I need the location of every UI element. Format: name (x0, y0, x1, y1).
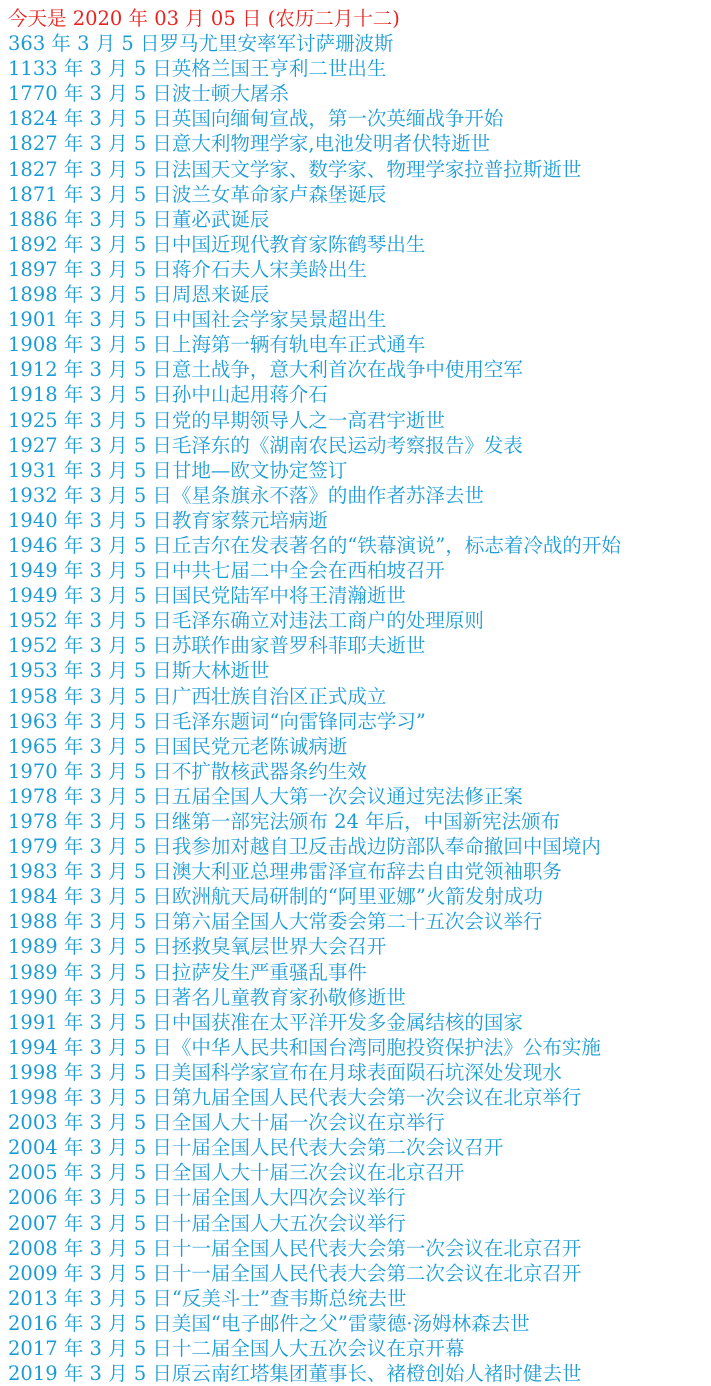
event-line: 1824 年 3 月 5 日英国向缅甸宣战，第一次英缅战争开始 (8, 107, 504, 131)
event-line: 2009 年 3 月 5 日十一届全国人民代表大会第二次会议在北京召开 (8, 1261, 582, 1285)
event-line: 2004 年 3 月 5 日十届全国人民代表大会第二次会议召开 (8, 1136, 504, 1160)
event-line: 1770 年 3 月 5 日波士顿大屠杀 (8, 82, 289, 106)
event-line: 1988 年 3 月 5 日第六届全国人大常委会第二十五次会议举行 (8, 910, 543, 934)
event-line: 1897 年 3 月 5 日蒋介石夫人宋美龄出生 (8, 257, 367, 281)
event-line: 1983 年 3 月 5 日澳大利亚总理弗雷泽宣布辞去自由党领袖职务 (8, 860, 562, 884)
event-line: 1912 年 3 月 5 日意土战争，意大利首次在战争中使用空军 (8, 358, 523, 382)
event-line: 1978 年 3 月 5 日继第一部宪法颁布 24 年后，中国新宪法颁布 (8, 810, 561, 833)
event-line: 1133 年 3 月 5 日英格兰国王亨利二世出生 (8, 57, 387, 81)
event-line: 1990 年 3 月 5 日著名儿童教育家孙敬修逝世 (8, 985, 406, 1009)
event-line: 1952 年 3 月 5 日毛泽东确立对违法工商户的处理原则 (8, 609, 484, 633)
event-line: 1949 年 3 月 5 日国民党陆军中将王清瀚逝世 (8, 584, 406, 608)
event-line: 1998 年 3 月 5 日第九届全国人民代表大会第一次会议在北京举行 (8, 1086, 582, 1110)
event-line: 1979 年 3 月 5 日我参加对越自卫反击战边防部队奉命撤回中国境内 (8, 835, 601, 859)
event-line: 1871 年 3 月 5 日波兰女革命家卢森堡诞辰 (8, 182, 387, 206)
event-line: 1925 年 3 月 5 日党的早期领导人之一高君宇逝世 (8, 408, 445, 432)
event-line: 1970 年 3 月 5 日不扩散核武器条约生效 (8, 759, 367, 783)
event-line: 1940 年 3 月 5 日教育家蔡元培病逝 (8, 508, 328, 532)
event-line: 2003 年 3 月 5 日全国人大十届一次会议在京举行 (8, 1111, 445, 1135)
event-line: 1927 年 3 月 5 日毛泽东的《湖南农民运动考察报告》发表 (8, 433, 523, 457)
event-line: 1898 年 3 月 5 日周恩来诞辰 (8, 283, 270, 307)
event-line: 1998 年 3 月 5 日美国科学家宣布在月球表面陨石坑深处发现水 (8, 1060, 562, 1084)
event-line: 1901 年 3 月 5 日中国社会学家吴景超出生 (8, 308, 387, 332)
event-line: 2016 年 3 月 5 日美国“电子邮件之父”雷蒙德·汤姆林森去世 (8, 1311, 530, 1335)
event-line: 1958 年 3 月 5 日广西壮族自治区正式成立 (8, 684, 387, 708)
event-line: 1931 年 3 月 5 日甘地—欧文协定签订 (8, 458, 348, 482)
event-line: 363 年 3 月 5 日罗马尤里安率军讨萨珊波斯 (8, 32, 394, 56)
event-line: 2006 年 3 月 5 日十届全国人大四次会议举行 (8, 1186, 406, 1210)
event-line: 1991 年 3 月 5 日中国获准在太平洋开发多金属结核的国家 (8, 1010, 523, 1034)
event-line: 1989 年 3 月 5 日拉萨发生严重骚乱事件 (8, 960, 367, 984)
event-line: 1946 年 3 月 5 日丘吉尔在发表著名的“铁幕演说”，标志着冷战的开始 (8, 533, 621, 557)
event-line: 1989 年 3 月 5 日拯救臭氧层世界大会召开 (8, 935, 387, 959)
event-line: 1965 年 3 月 5 日国民党元老陈诚病逝 (8, 734, 348, 758)
history-today-page (8, 6, 708, 1386)
event-line: 1827 年 3 月 5 日法国天文学家、数学家、物理学家拉普拉斯逝世 (8, 157, 582, 181)
event-line: 1918 年 3 月 5 日孙中山起用蒋介石 (8, 383, 328, 407)
event-line: 1908 年 3 月 5 日上海第一辆有轨电车正式通车 (8, 333, 426, 357)
event-line: 1827 年 3 月 5 日意大利物理学家,电池发明者伏特逝世 (8, 132, 491, 156)
event-line: 2013 年 3 月 5 日“反美斗士”查韦斯总统去世 (8, 1286, 407, 1310)
event-line: 1892 年 3 月 5 日中国近现代教育家陈鹤琴出生 (8, 232, 426, 256)
event-line: 2005 年 3 月 5 日全国人大十届三次会议在北京召开 (8, 1161, 465, 1185)
event-line: 1932 年 3 月 5 日《星条旗永不落》的曲作者苏泽去世 (8, 483, 484, 507)
event-list (8, 31, 708, 1386)
event-line: 1984 年 3 月 5 日欧洲航天局研制的“阿里亚娜”火箭发射成功 (8, 885, 543, 909)
event-line: 1994 年 3 月 5 日《中华人民共和国台湾同胞投资保护法》公布实施 (8, 1035, 601, 1059)
event-line: 1886 年 3 月 5 日董必武诞辰 (8, 207, 270, 231)
event-line: 2019 年 3 月 5 日原云南红塔集团董事长、褚橙创始人褚时健去世 (8, 1362, 582, 1386)
event-line: 1949 年 3 月 5 日中共七届二中全会在西柏坡召开 (8, 559, 445, 583)
event-line: 1963 年 3 月 5 日毛泽东题词“向雷锋同志学习” (8, 709, 426, 733)
event-line: 1952 年 3 月 5 日苏联作曲家普罗科菲耶夫逝世 (8, 634, 426, 658)
event-line: 1978 年 3 月 5 日五届全国人大第一次会议通过宪法修正案 (8, 784, 523, 808)
event-line: 2008 年 3 月 5 日十一届全国人民代表大会第一次会议在北京召开 (8, 1236, 582, 1260)
event-line: 2017 年 3 月 5 日十二届全国人大五次会议在京开幕 (8, 1336, 465, 1360)
event-line: 2007 年 3 月 5 日十届全国人大五次会议举行 (8, 1211, 406, 1235)
event-line: 1953 年 3 月 5 日斯大林逝世 (8, 659, 270, 683)
date-header: 今天是 2020 年 03 月 05 日 (农历二月十二) (8, 7, 400, 30)
